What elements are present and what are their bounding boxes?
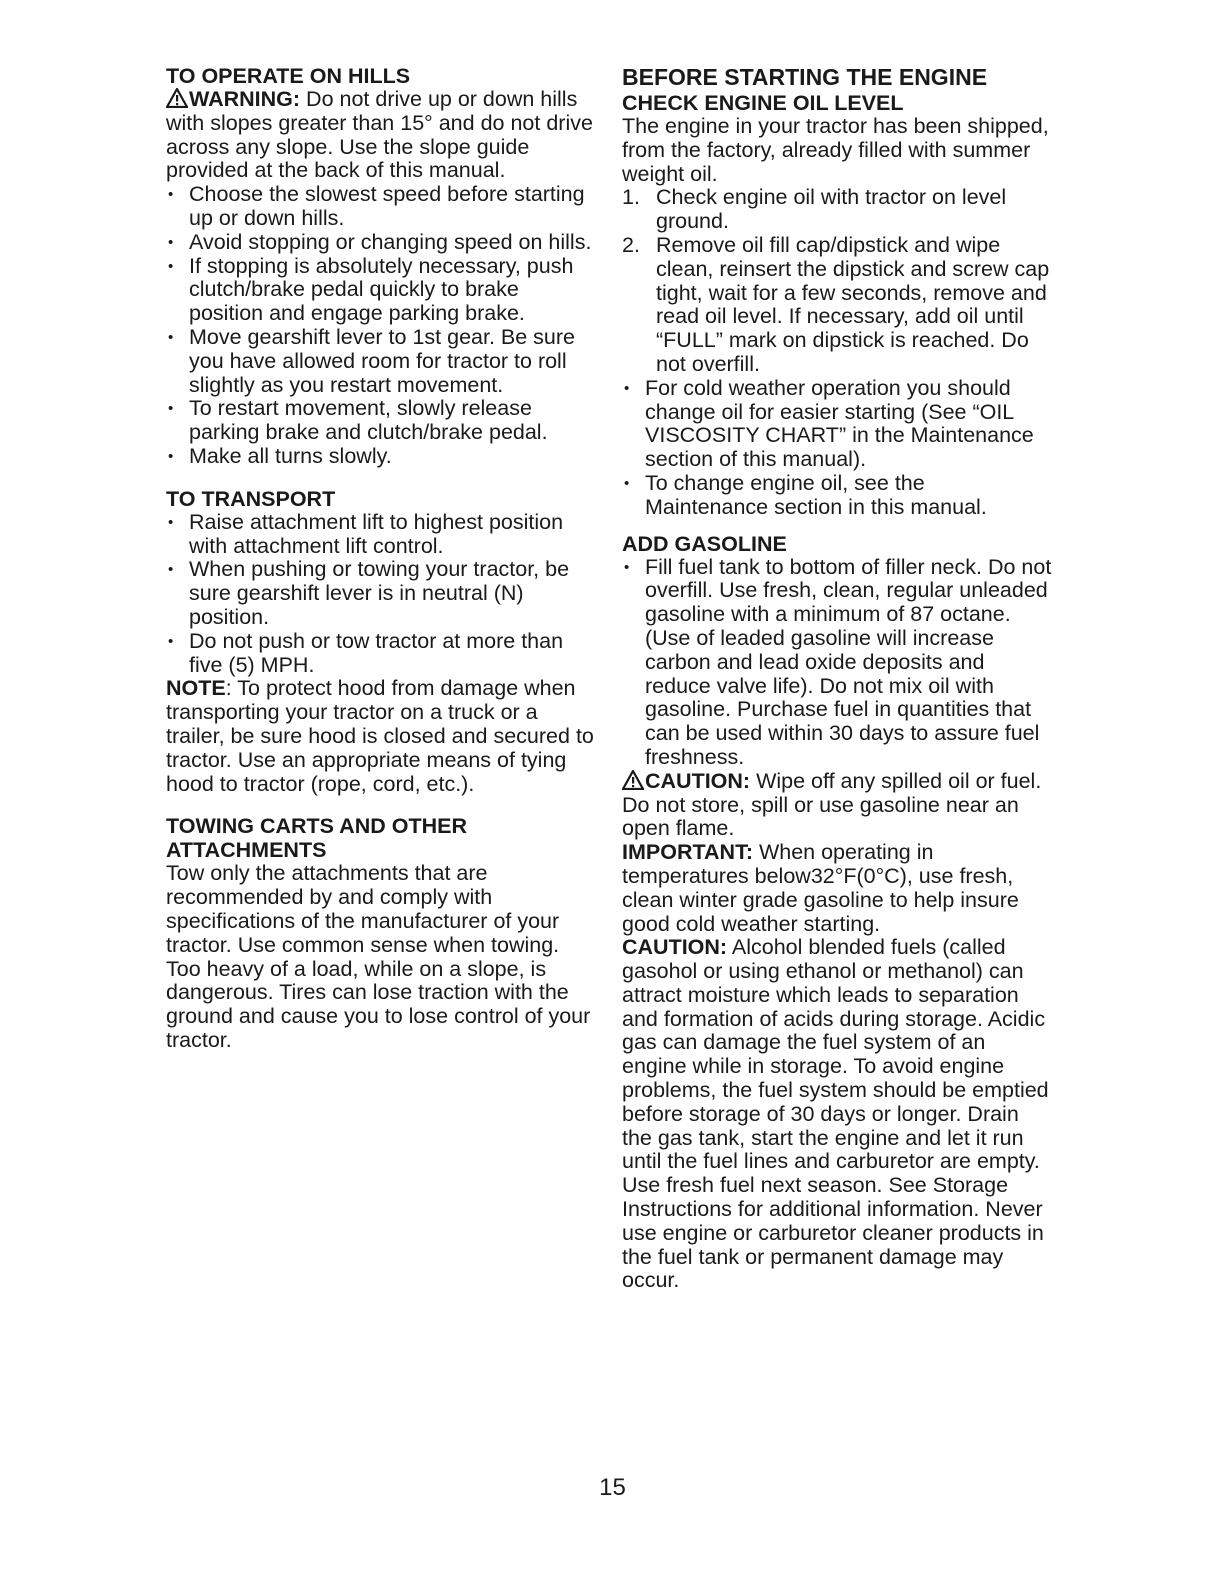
- page-number: 15: [599, 1474, 626, 1501]
- page-section-title: BEFORE STARTING THE ENGINE: [622, 64, 988, 90]
- spacer: [166, 469, 596, 487]
- important-text: When operating in temperatures below32°F(0°C), use fresh, clean winter grade gasoline to help insure good cold weather starting.: [622, 840, 1019, 936]
- caution-label: CAUTION:: [622, 935, 728, 960]
- caution-text: Wipe off any spilled oil or fuel. Do not store, spill or use gasoline near an open flame.: [622, 768, 1042, 841]
- warning-triangle-icon: [166, 88, 188, 108]
- hills-bullet-list: [166, 183, 596, 469]
- step-number: 2.: [622, 232, 640, 257]
- caution-label: CAUTION:: [645, 768, 751, 793]
- list-item: • Choose the slowest speed before starting up or down hills.: [166, 183, 596, 231]
- gasoline-bullet-list: [622, 556, 1052, 770]
- caution-text: Alcohol blended fuels (called gasohol or using ethanol or methanol) can attract moisture which leads to separation and formation of acids during storage. Acidic gas can damage the fuel system of an engine while in storage. To avoid engine problems, the fuel system should be emptied before storage of 30 days or longer. Drain the gas tank, start the engine and let it run until the fuel lines and carburetor are empty. Use fresh fuel next season. See Storage Instructions for additional information. Never use engine or carburetor cleaner products in the fuel tank or permanent damage may occur.: [622, 935, 1049, 1293]
- warning-text: Do not drive up or down hills with slopes greater than 15° and do not drive across any slope. Use the slope guide provided at the back of this manual.: [166, 87, 593, 183]
- right-column: [622, 64, 1052, 1293]
- step-text: Remove oil fill cap/dipstick and wipe clean, reinsert the dipstick and screw cap tight, wait for a few seconds, remove and read oil level. If necessary, add oil until “FULL” mark on dipstick is reached. Do not overfill.: [656, 232, 1050, 376]
- spacer: [622, 520, 1052, 532]
- list-item: • Raise attachment lift to highest position with attachment lift control.: [166, 511, 596, 559]
- list-item: • To change engine oil, see the Maintenance section in this manual.: [622, 472, 1052, 520]
- oil-bullet-list: [622, 377, 1052, 520]
- towing-text: Tow only the attachments that are recommended by and comply with specifications of the manufacturer of your tractor. Use common sense when towing. Too heavy of a load, while on a slope, is dangerous. Tires can lose traction with the ground and cause you to lose control of your tractor.: [166, 861, 591, 1052]
- list-item: • Do not push or tow tractor at more than five (5) MPH.: [166, 630, 596, 678]
- list-item: • Make all turns slowly.: [166, 445, 596, 469]
- warning-triangle-icon: [622, 770, 644, 790]
- list-item: • To restart movement, slowly release parking brake and clutch/brake pedal.: [166, 397, 596, 445]
- caution-paragraph: [622, 770, 1052, 841]
- oil-steps-list: [622, 186, 1052, 376]
- list-item: • Fill fuel tank to bottom of filler neck. Do not overfill. Use fresh, clean, regular unleaded gasoline with a minimum of 87 octane. (Use of leaded gasoline will increase carbon and lead oxide deposits and reduce valve life). Do not mix oil with gasoline. Purchase fuel in quantities that can be used within 30 days to assure fuel freshness.: [622, 556, 1052, 770]
- list-item: • Move gearshift lever to 1st gear. Be sure you have allowed room for tractor to roll slightly as you restart movement.: [166, 326, 596, 397]
- transport-note: [166, 677, 596, 796]
- warning-label: WARNING:: [189, 87, 301, 111]
- spacer: [166, 796, 596, 814]
- transport-bullet-list: [166, 511, 596, 678]
- alcohol-caution-paragraph: [622, 936, 1052, 1293]
- list-item: • For cold weather operation you should change oil for easier starting (See “OIL VISCOSITY CHART” in the Maintenance section of this manual).: [622, 377, 1052, 472]
- list-item: • When pushing or towing your tractor, be sure gearshift lever is in neutral (N) position.: [166, 558, 596, 629]
- section-heading-oil: CHECK ENGINE OIL LEVEL: [622, 91, 904, 115]
- section-heading-transport: TO TRANSPORT: [166, 486, 336, 511]
- section-heading-gasoline: ADD GASOLINE: [622, 531, 787, 556]
- step-item: [622, 186, 1052, 234]
- note-text: : To protect hood from damage when transporting your tractor on a truck or a trailer, be sure hood is closed and secured to tractor. Use an appropriate means of tying hood to tractor (rope, cord, etc.).: [166, 676, 594, 796]
- hills-warning: [166, 88, 596, 183]
- important-paragraph: [622, 841, 1052, 936]
- step-text: Check engine oil with tractor on level ground.: [656, 185, 1007, 234]
- important-label: IMPORTANT:: [622, 840, 753, 865]
- list-item: • Avoid stopping or changing speed on hills.: [166, 231, 596, 255]
- section-heading-hills: TO OPERATE ON HILLS: [166, 64, 411, 88]
- step-item: [622, 234, 1052, 377]
- step-number: 1.: [622, 185, 640, 210]
- left-column: [166, 64, 596, 1053]
- oil-intro: The engine in your tractor has been shipped, from the factory, already filled with summer weight oil.: [622, 114, 1049, 186]
- section-heading-towing: TOWING CARTS AND OTHER ATTACHMENTS: [166, 814, 467, 863]
- list-item: • If stopping is absolutely necessary, push clutch/brake pedal quickly to brake position and engage parking brake.: [166, 255, 596, 326]
- note-label: NOTE: [166, 676, 226, 701]
